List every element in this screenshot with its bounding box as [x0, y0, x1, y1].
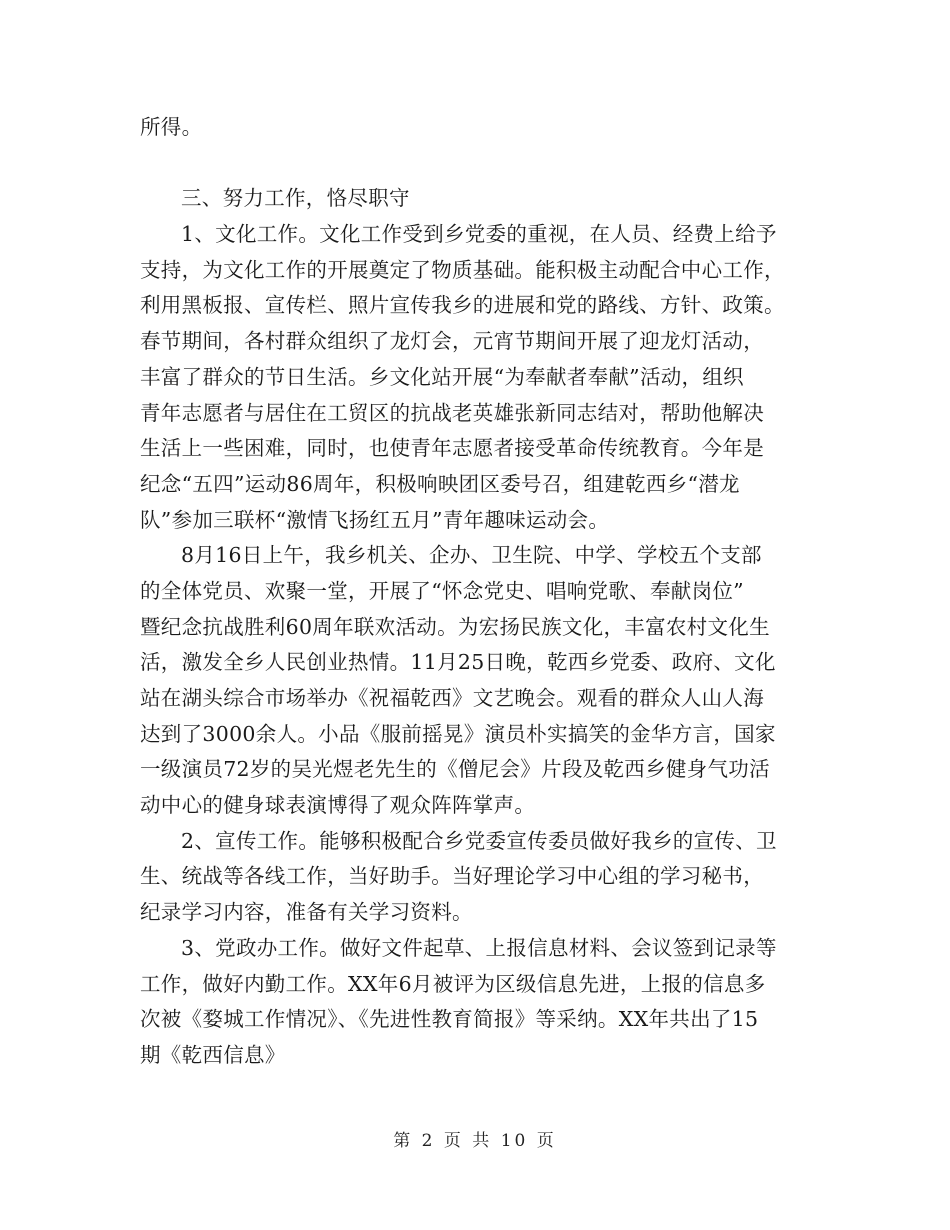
text-line: 青年志愿者与居住在工贸区的抗战老英雄张新同志结对，帮助他解决 [140, 400, 764, 425]
text-line: 春节期间，各村群众组织了龙灯会，元宵节期间开展了迎龙灯活动， [140, 329, 764, 354]
text-line: 队”参加三联杯“激情飞扬红五月”青年趣味运动会。 [140, 507, 610, 532]
text-line: 8月16日上午，我乡机关、企办、卫生院、中学、学校五个支部 [181, 543, 762, 568]
text-line: 所得。 [140, 115, 203, 139]
text-line: 暨纪念抗战胜利60周年联欢活动。为宏扬民族文化，丰富农村文化生 [140, 614, 770, 639]
page-footer: 第 2 页 共 10 页 [393, 1131, 557, 1151]
text-line: 一级演员72岁的吴光煜老先生的《僧尼会》片段及乾西乡健身气功活 [140, 757, 770, 782]
text-line: 利用黑板报、宣传栏、照片宣传我乡的进展和党的路线、方针、政策。 [140, 293, 785, 318]
section-heading: 三、努力工作，恪尽职守 [181, 186, 410, 211]
paragraph-gap [140, 146, 810, 182]
text-line: 站在湖头综合市场举办《祝福乾西》文艺晚会。观看的群众人山人海 [140, 686, 764, 710]
text-line: 活，激发全乡人民创业热情。11月25日晚，乾西乡党委、政府、文化 [140, 650, 776, 675]
text-line: 3、党政办工作。做好文件起草、上报信息材料、会议签到记录等 [181, 935, 777, 960]
text-line: 生活上一些困难，同时，也使青年志愿者接受革命传统教育。今年是 [140, 436, 764, 461]
text-line: 纪念“五四”运动86周年，积极响映团区委号召，组建乾西乡“潜龙 [140, 471, 740, 496]
text-line: 纪录学习内容，准备有关学习资料。 [140, 900, 473, 925]
text-line: 期《乾西信息》 [140, 1042, 286, 1067]
text-line: 次被《婺城工作情况》、《先进性教育简报》等采纳。XX年共出了15 [140, 1007, 759, 1032]
text-line: 生、统战等各线工作，当好助手。当好理论学习中心组的学习秘书， [140, 864, 764, 889]
text-line: 丰富了群众的节日生活。乡文化站开展“为奉献者奉献”活动，组织 [140, 364, 744, 389]
text-line: 支持，为文化工作的开展奠定了物质基础。能积极主动配合中心工作， [140, 257, 785, 282]
text-line: 工作，做好内勤工作。XX年6月被评为区级信息先进，上报的信息多 [140, 971, 766, 996]
text-line: 的全体党员、欢聚一堂，开展了“怀念党史、唱响党歌、奉献岗位” [140, 578, 744, 603]
text-line: 动中心的健身球表演博得了观众阵阵掌声。 [140, 793, 536, 818]
text-line: 2、宣传工作。能够积极配合乡党委宣传委员做好我乡的宣传、卫 [181, 828, 777, 853]
text-line: 达到了3000余人。小品《服前摇晃》演员朴实搞笑的金华方言，国家 [140, 721, 776, 746]
text-line: 1、文化工作。文化工作受到乡党委的重视，在人员、经费上给予 [181, 222, 777, 247]
document-body [140, 110, 810, 1074]
